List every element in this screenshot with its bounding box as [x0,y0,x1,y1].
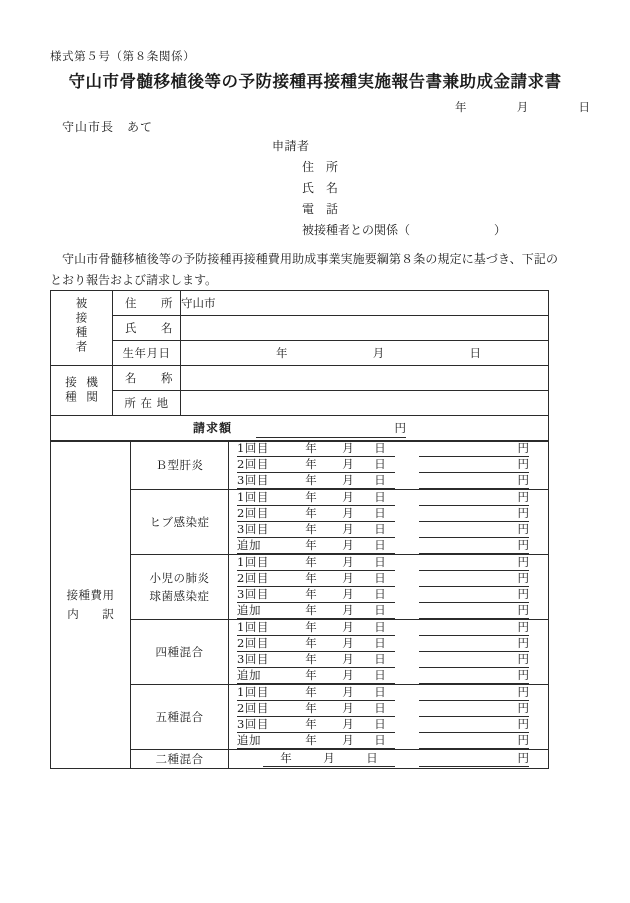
vaccination-cost-detail-table [50,440,549,769]
table-row [51,441,549,490]
dose-number-label: 2回目 [237,457,269,471]
dose-number-label: 3回目 [237,473,269,487]
dose-year-label: 年 [305,668,317,682]
dose-number-label: 2回目 [237,701,269,715]
dose-list [229,441,549,490]
addressee: 守山市長 あて [62,120,154,134]
dose-row [229,751,548,767]
claim-amount-field[interactable] [256,420,406,438]
dose-currency: 円 [517,620,529,634]
dose-day-label: 日 [374,555,386,569]
dose-day-label: 日 [374,685,386,699]
institution-name-label [113,366,181,391]
dose-year-label: 年 [305,441,317,455]
dose-date-field[interactable] [237,701,395,717]
date-year-label: 年 [455,100,467,114]
applicant-relation-label: 被接種者との関係（ ） [302,223,507,237]
table-row [51,341,549,366]
form-number: 様式第５号（第８条関係） [50,49,196,63]
dose-number-label: 2回目 [237,636,269,650]
dose-day-label: 日 [374,668,386,682]
recipient-name-label [113,316,181,341]
dose-number-label: 追加 [237,668,261,682]
dob-month-label: 月 [372,346,385,360]
dose-currency: 円 [517,441,529,455]
vaccine-name [131,490,229,555]
dose-year-label: 年 [305,717,317,731]
dose-year-label: 年 [305,522,317,536]
table-row [51,391,549,416]
vaccine-name-line: 四種混合 [155,645,204,659]
dose-year-label: 年 [280,751,292,765]
dose-amount-field[interactable] [419,652,529,668]
dose-year-label: 年 [305,652,317,666]
dose-row [229,473,548,489]
dose-month-label: 月 [342,473,354,487]
dose-year-label: 年 [305,538,317,552]
dose-month-label: 月 [342,538,354,552]
dose-currency: 円 [517,457,529,471]
dose-day-label: 日 [374,717,386,731]
dose-month-label: 月 [342,587,354,601]
institution-group-label [51,366,113,416]
dose-amount-field[interactable] [419,620,529,636]
dose-year-label: 年 [305,603,317,617]
dose-currency: 円 [517,701,529,715]
dose-currency: 円 [517,571,529,585]
dose-date-field[interactable] [237,733,395,749]
dose-number-label: 1回目 [237,620,269,634]
dose-amount-field[interactable] [419,668,529,684]
dose-list [229,555,549,620]
dose-day-label: 日 [374,636,386,650]
institution-name-value[interactable] [181,366,549,391]
dose-amount-field[interactable] [419,457,529,473]
dose-month-label: 月 [342,506,354,520]
dose-row [229,506,548,522]
dose-date-field[interactable] [237,473,395,489]
dose-day-label: 日 [374,473,386,487]
dose-date-field[interactable] [237,685,395,701]
dose-amount-field[interactable] [419,441,529,457]
vaccine-name [131,750,229,769]
dose-row [229,522,548,538]
dose-number-label: 2回目 [237,571,269,585]
dose-number-label: 3回目 [237,522,269,536]
dose-row [229,717,548,733]
dose-number-label: 1回目 [237,685,269,699]
dose-month-label: 月 [342,603,354,617]
dose-number-label: 1回目 [237,490,269,504]
dose-year-label: 年 [305,473,317,487]
dose-currency: 円 [517,652,529,666]
dose-month-label: 月 [342,620,354,634]
dose-row [229,603,548,619]
claim-currency: 円 [394,421,406,435]
dose-row [229,441,548,457]
dose-amount-field[interactable] [419,538,529,554]
dose-day-label: 日 [374,538,386,552]
dose-year-label: 年 [305,490,317,504]
recipient-address-label-text: 住 所 [125,296,173,310]
dose-currency: 円 [517,587,529,601]
dose-day-label: 日 [366,751,378,765]
dose-row [229,571,548,587]
dose-year-label: 年 [305,685,317,699]
vaccine-name [131,441,229,490]
vaccine-name-line: 小児の肺炎 [149,571,210,585]
dose-year-label: 年 [305,636,317,650]
applicant-phone-label: 電 話 [302,202,339,216]
dose-list [229,620,549,685]
dose-year-label: 年 [305,457,317,471]
vaccine-name-line: 球菌感染症 [149,589,210,603]
dose-month-label: 月 [342,441,354,455]
dob-day-label: 日 [469,346,481,360]
table-row [51,291,549,316]
dose-currency: 円 [517,685,529,699]
dose-day-label: 日 [374,620,386,634]
dose-date-field[interactable] [237,538,395,554]
applicant-block [272,136,506,241]
dose-month-label: 月 [342,685,354,699]
dose-amount-field[interactable] [419,522,529,538]
dose-currency: 円 [517,473,529,487]
cost-breakdown-label-line2: 内 訳 [67,606,120,621]
institution-group-label-left: 機関 [85,376,100,405]
dose-date-field[interactable] [263,751,395,767]
dose-number-label: 1回目 [237,441,269,455]
dose-day-label: 日 [374,701,386,715]
dose-date-field[interactable] [237,652,395,668]
dose-year-label: 年 [305,733,317,747]
dose-row [229,636,548,652]
applicant-title: 申請者 [272,139,310,153]
dose-row [229,733,548,749]
dose-number-label: 1回目 [237,555,269,569]
vaccine-name-line: 五種混合 [155,710,204,724]
vaccine-name-line: Ｂ型肝炎 [155,458,204,472]
dose-currency: 円 [517,555,529,569]
dose-date-field[interactable] [237,457,395,473]
dose-list [229,490,549,555]
dose-month-label: 月 [342,733,354,747]
dose-year-label: 年 [305,571,317,585]
recipient-group-label-text: 被接種者 [74,297,89,355]
cost-breakdown-label-line1: 接種費用 [66,587,115,602]
dose-currency: 円 [517,733,529,747]
dose-day-label: 日 [374,522,386,536]
claim-cell [51,416,549,442]
dose-currency: 円 [517,490,529,504]
dose-month-label: 月 [342,555,354,569]
dose-date-field[interactable] [237,587,395,603]
institution-group-label-right: 接種 [64,376,78,405]
dose-date-field[interactable] [237,636,395,652]
dose-month-label: 月 [342,457,354,471]
dose-date-field[interactable] [237,506,395,522]
dose-row [229,587,548,603]
dose-row [229,620,548,636]
dose-amount-field[interactable] [419,685,529,701]
dose-amount-field[interactable] [419,571,529,587]
date-month-label: 月 [516,100,529,114]
dose-row [229,652,548,668]
recipient-address-value[interactable]: 守山市 [181,291,549,316]
dose-list [229,685,549,750]
vaccine-name [131,620,229,685]
dose-month-label: 月 [342,571,354,585]
dose-currency: 円 [517,636,529,650]
dose-currency: 円 [517,668,529,682]
claim-row [51,416,549,442]
dose-row [229,538,548,554]
dob-year-label: 年 [276,346,288,360]
dose-month-label: 月 [342,652,354,666]
dose-amount-field[interactable] [419,490,529,506]
page-title: 守山市骨髄移植後等の予防接種再接種実施報告書兼助成金請求書 [68,72,562,91]
dose-amount-field[interactable] [419,717,529,733]
dose-number-label: 3回目 [237,717,269,731]
vaccine-name [131,685,229,750]
dose-date-field[interactable] [237,717,395,733]
dose-month-label: 月 [342,636,354,650]
table-row [51,366,549,391]
dose-day-label: 日 [374,457,386,471]
dose-row [229,701,548,717]
dose-day-label: 日 [374,603,386,617]
dose-amount-field[interactable] [419,473,529,489]
dose-date-field[interactable] [237,571,395,587]
institution-name-label-text: 名 称 [125,371,173,385]
dose-year-label: 年 [305,620,317,634]
dose-date-field[interactable] [237,490,395,506]
dose-year-label: 年 [305,587,317,601]
dose-year-label: 年 [305,701,317,715]
dose-date-field[interactable] [237,441,395,457]
dose-year-label: 年 [305,555,317,569]
dose-day-label: 日 [374,571,386,585]
dose-month-label: 月 [342,522,354,536]
vaccine-name [131,555,229,620]
applicant-address-label: 住 所 [302,160,339,174]
dose-amount-field[interactable] [419,587,529,603]
dose-row [229,490,548,506]
recipient-dob-value[interactable] [181,341,549,366]
dose-currency: 円 [517,522,529,536]
dose-month-label: 月 [342,701,354,715]
submission-date-line [455,99,590,115]
dose-day-label: 日 [374,733,386,747]
recipient-group-label [51,291,113,366]
dose-number-label: 3回目 [237,587,269,601]
dose-row [229,457,548,473]
dose-date-field[interactable] [237,620,395,636]
dose-amount-field[interactable] [419,603,529,619]
dose-currency: 円 [517,603,529,617]
recipient-institution-table [50,290,549,442]
dose-amount-field[interactable] [419,506,529,522]
institution-address-label: 所 在 地 [113,391,181,416]
dose-day-label: 日 [374,587,386,601]
dose-amount-field[interactable] [419,636,529,652]
dose-date-field[interactable] [237,603,395,619]
date-day-label: 日 [578,100,590,114]
dose-currency: 円 [517,506,529,520]
dose-row [229,555,548,571]
dose-currency: 円 [517,717,529,731]
dose-month-label: 月 [342,490,354,504]
dose-date-field[interactable] [237,668,395,684]
dose-row [229,668,548,684]
dose-date-field[interactable] [237,555,395,571]
dose-currency: 円 [517,751,529,765]
dose-date-field[interactable] [237,522,395,538]
institution-address-value[interactable] [181,391,549,416]
vaccine-name-line: 二種混合 [155,752,204,766]
dose-number-label: 3回目 [237,652,269,666]
dose-day-label: 日 [374,506,386,520]
dose-year-label: 年 [305,506,317,520]
dose-day-label: 日 [374,441,386,455]
recipient-name-value[interactable] [181,316,549,341]
dose-list [229,750,549,769]
vaccine-name-line: ヒブ感染症 [149,515,210,529]
recipient-address-label [113,291,181,316]
dose-month-label: 月 [323,751,335,765]
dose-day-label: 日 [374,652,386,666]
dose-day-label: 日 [374,490,386,504]
cost-breakdown-label [51,441,131,769]
claim-label: 請求額 [192,421,232,435]
dose-number-label: 追加 [237,538,261,552]
applicant-name-label: 氏 名 [302,181,339,195]
dose-amount-field[interactable] [419,751,529,767]
dose-amount-field[interactable] [419,555,529,571]
recipient-dob-label: 生年月日 [113,341,181,366]
recipient-name-label-text: 氏 名 [125,321,173,335]
table-row [51,316,549,341]
dose-month-label: 月 [342,668,354,682]
dose-month-label: 月 [342,717,354,731]
dose-row [229,685,548,701]
dose-amount-field[interactable] [419,733,529,749]
dose-amount-field[interactable] [419,701,529,717]
dose-number-label: 追加 [237,733,261,747]
dose-number-label: 追加 [237,603,261,617]
dose-currency: 円 [517,538,529,552]
statement-text: 守山市骨髄移植後等の予防接種再接種費用助成事業実施要綱第８条の規定に基づき、下記のとおり報告および請求します。 [50,252,558,287]
dose-number-label: 2回目 [237,506,269,520]
